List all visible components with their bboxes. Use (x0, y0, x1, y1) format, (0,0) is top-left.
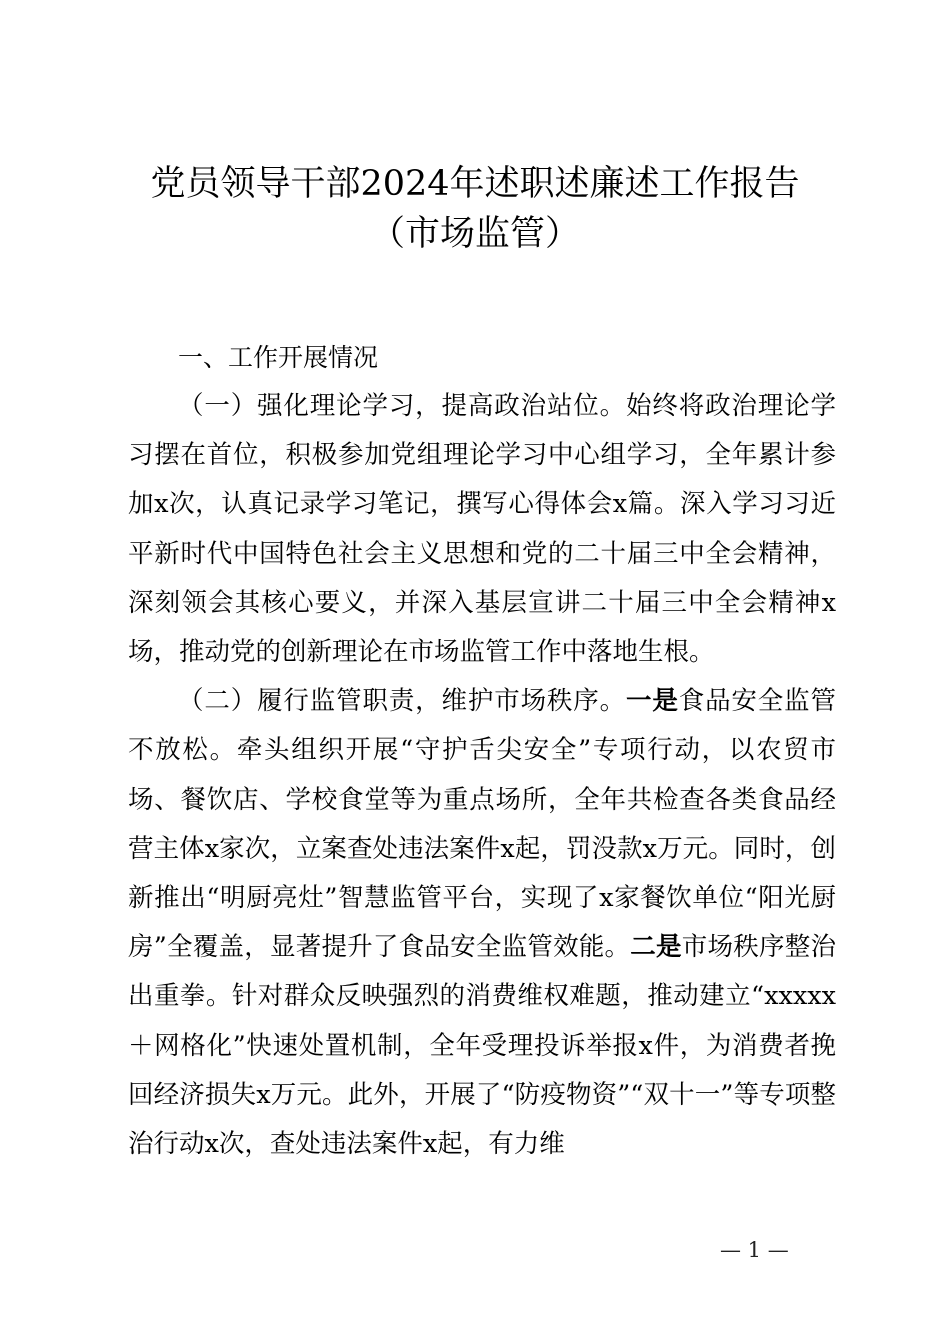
page-number: — 1 — (720, 1238, 789, 1262)
document-title: 党员领导干部2024年述职述廉述工作报告 (150, 164, 800, 204)
paragraph-2-lead: （二）履行监管职责，维护市场秩序。 (178, 686, 626, 717)
document-subtitle: （市场监管） (369, 214, 580, 254)
body-text (128, 382, 836, 1169)
paragraph-1: （一）强化理论学习，提高政治站位。始终将政治理论学习摆在首位，积极参加党组理论学习中心组学习，全年累计参加x次，认真记录学习笔记，撰写心得体会x篇。深入学习习近平新时代中国特色社会主义思想和党的二十届三中全会精神，深刻领会其核心要义，并深入基层宣讲二十届三中全会精神x场，推动党的创新理论在市场监管工作中落地生根。 (128, 391, 836, 668)
point-one-text: 食品安全监管不放松。牵头组织开展“守护舌尖安全”专项行动，以农贸市场、餐饮店、学校食堂等为重点场所，全年共检查各类食品经营主体x家次，立案查处违法案件x起，罚没款x万元。同时，创新推出“明厨亮灶”智慧监管平台，实现了x家餐饮单位“阳光厨房”全覆盖，显著提升了食品安全监管效能。 (128, 686, 836, 963)
point-two-label: 二是 (630, 932, 682, 963)
section-heading: 一、工作开展情况 (178, 343, 379, 372)
point-two-text: 市场秩序整治出重拳。针对群众反映强烈的消费维权难题，推动建立“xxxxx＋网格化”快速处置机制，全年受理投诉举报x件，为消费者挽回经济损失x万元。此外，开展了“防疫物资”“双十一”等专项整治行动x次，查处违法案件x起，有力维 (128, 932, 836, 1160)
point-one-label: 一是 (626, 686, 679, 717)
paragraph-2 (128, 677, 836, 1169)
